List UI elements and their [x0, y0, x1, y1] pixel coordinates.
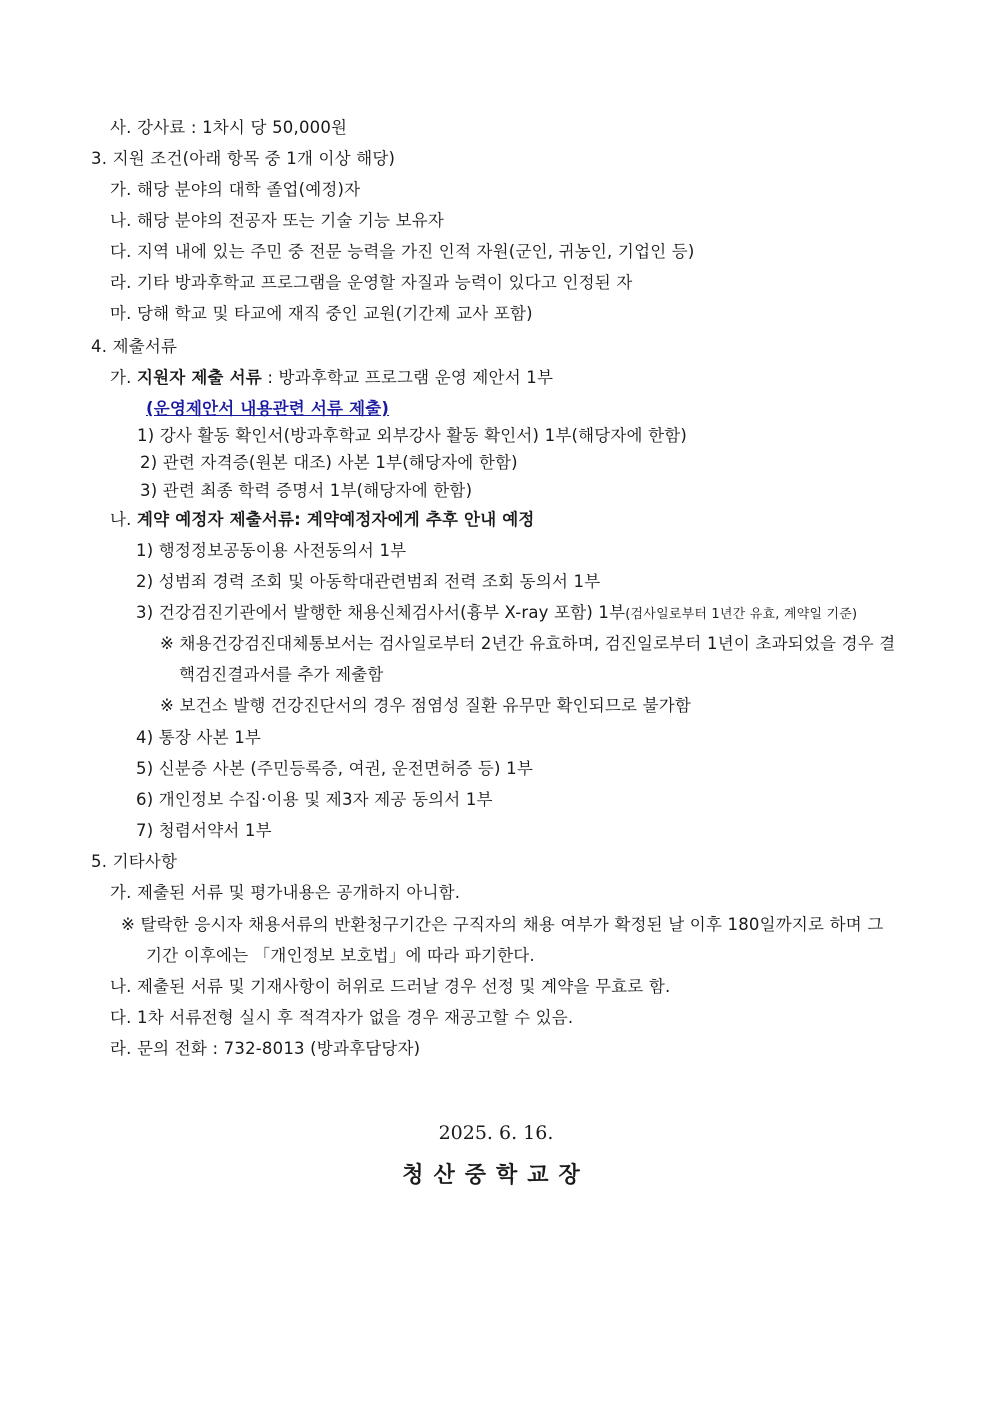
contract-item-6: 6) 개인정보 수집·이용 및 제3자 제공 동의서 1부	[136, 790, 493, 809]
submit-note: (운영제안서 내용관련 서류 제출)	[146, 399, 390, 418]
submit-na: 나. 계약 예정자 제출서류: 계약예정자에게 추후 안내 예정	[110, 510, 535, 529]
document-line: 사. 강사료 : 1차시 당 50,000원	[110, 118, 348, 137]
submit-item-1: 1) 강사 활동 확인서(방과후학교 외부강사 활동 확인서) 1부(해당자에 한함)	[137, 426, 688, 445]
etc-note-a: ※ 탈락한 응시자 채용서류의 반환청구기간은 구직자의 채용 여부가 확정된 날 이후 180일까지로 하며 그	[121, 915, 884, 934]
document-line: 다. 지역 내에 있는 주민 중 전문 능력을 가진 인적 자원(군인, 귀농인, 기업인 등)	[110, 242, 695, 261]
etc-ra: 라. 문의 전화 : 732-8013 (방과후담당자)	[110, 1039, 421, 1058]
etc-note-b: 기간 이후에는 「개인정보 보호법」에 따라 파기한다.	[146, 946, 535, 965]
contract-item-4: 4) 통장 사본 1부	[136, 728, 262, 747]
etc-da: 다. 1차 서류전형 실시 후 적격자가 없을 경우 재공고할 수 있음.	[110, 1008, 574, 1027]
submit-item-2: 2) 관련 자격증(원본 대조) 사본 1부(해당자에 한함)	[140, 453, 518, 472]
etc-heading: 5. 기타사항	[91, 852, 178, 871]
submit-item-3: 3) 관련 최종 학력 증명서 1부(해당자에 한함)	[140, 481, 473, 500]
etc-na: 나. 제출된 서류 및 기재사항이 허위로 드러날 경우 선정 및 계약을 무효로 함.	[110, 977, 671, 996]
contract-item-3: 3) 건강검진기관에서 발행한 채용신체검사서(흉부 X-ray 포함) 1부(검사일로부터 1년간 유효, 계약일 기준)	[136, 603, 858, 622]
document-line: 3. 지원 조건(아래 항목 중 1개 이상 해당)	[91, 149, 396, 168]
contract-item-7: 7) 청렴서약서 1부	[136, 821, 272, 840]
contract-item-5: 5) 신분증 사본 (주민등록증, 여권, 운전면허증 등) 1부	[136, 759, 533, 778]
contract-item-1: 1) 행정정보공동이용 사전동의서 1부	[136, 541, 407, 560]
submit-ga: 가. 지원자 제출 서류 : 방과후학교 프로그램 운영 제안서 1부	[110, 368, 554, 387]
document-line: 4. 제출서류	[91, 337, 178, 356]
document-line: 라. 기타 방과후학교 프로그램을 운영할 자질과 능력이 있다고 인정된 자	[110, 273, 633, 292]
contract-note-1a: ※ 채용건강검진대체통보서는 검사일로부터 2년간 유효하며, 검진일로부터 1년이 초과되었을 경우 결	[160, 634, 896, 653]
document-signature: 청산중학교장	[402, 1162, 590, 1188]
contract-item-2: 2) 성범죄 경력 조회 및 아동학대관련범죄 전력 조회 동의서 1부	[136, 572, 601, 591]
document-line: 가. 해당 분야의 대학 졸업(예정)자	[110, 180, 361, 199]
etc-ga: 가. 제출된 서류 및 평가내용은 공개하지 아니함.	[110, 883, 461, 902]
contract-note-2: ※ 보건소 발행 건강진단서의 경우 점염성 질환 유무만 확인되므로 불가함	[160, 696, 692, 715]
document-line: 나. 해당 분야의 전공자 또는 기술 기능 보유자	[110, 211, 445, 230]
document-line: 마. 당해 학교 및 타교에 재직 중인 교원(기간제 교사 포함)	[110, 304, 533, 323]
contract-note-1b: 핵검진결과서를 추가 제출함	[179, 665, 384, 684]
document-date: 2025. 6. 16.	[438, 1122, 554, 1144]
